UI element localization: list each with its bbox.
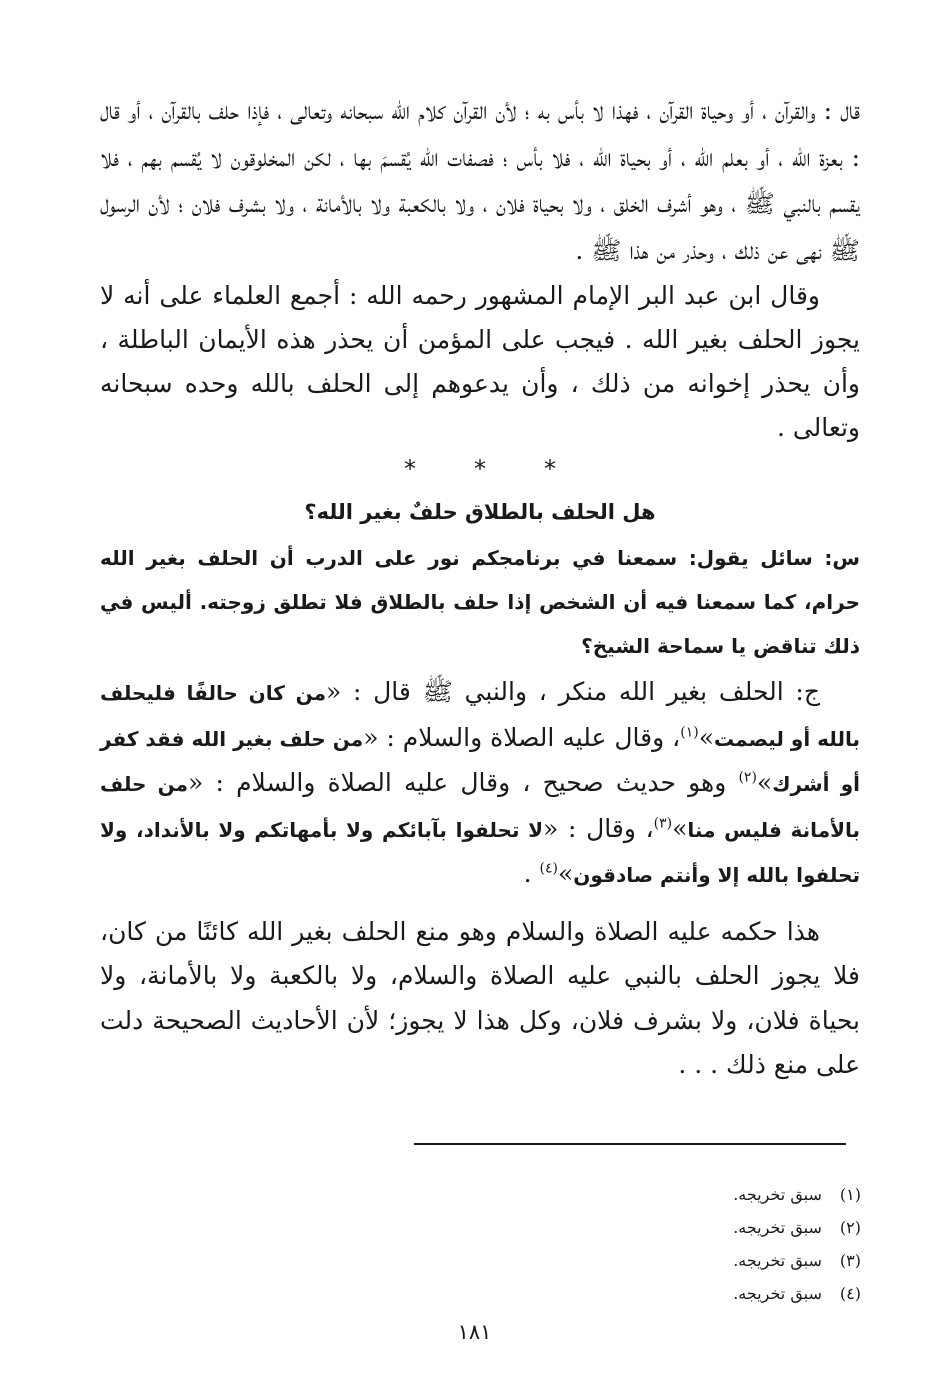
footnote-number: (٢) <box>839 1218 861 1237</box>
quote-close: » <box>557 859 574 888</box>
answer-connector: ، وقال عليه الصلاة والسلام : « <box>363 722 681 752</box>
quote-close: » <box>698 722 714 752</box>
footnote-ref: (٤) <box>539 860 558 877</box>
page-body <box>100 88 860 1113</box>
hadith-quote: لا تحلفوا بآبائكم ولا بأمهاتكم ولا بالأنداد، ولا تحلفوا بالله إلا وأنتم صادقون <box>100 817 860 887</box>
page-number: ١٨١ <box>457 1320 492 1344</box>
hadith-quote: من حلف بغير الله فقد كفر أو أشرك <box>100 726 861 796</box>
footnote-ref: (٣) <box>653 815 673 832</box>
answer-connector: ، وقال : « <box>543 813 654 843</box>
footnote-item <box>561 1277 861 1310</box>
footnote-ref: (٢) <box>738 769 757 786</box>
hadith-quote: من حلف بالأمانة فليس منا <box>100 772 860 842</box>
answer-end: . <box>523 859 540 888</box>
footnote-text: سبق تخريجه. <box>733 1284 822 1303</box>
footnote-number: (١) <box>839 1185 861 1204</box>
quote-close: » <box>756 768 773 797</box>
footnotes <box>561 1178 861 1310</box>
separator-star: * <box>544 455 556 483</box>
closing-paragraph: هذا حكمه عليه الصلاة والسلام وهو منع الحلف بغير الله كائنًا من كان، فلا يجوز الحلف بالنبي عليه الصلاة والسلام، ولا بالكعبة ولا بالأمانة، ولا بحياة فلان، ولا بشرف فلان، وكل هذا لا يجوز؛ لأن الأحاديث الصحيحة دلت على منع ذلك . . . <box>100 916 860 1079</box>
footnote-item <box>561 1244 861 1277</box>
footnote-text: سبق تخريجه. <box>733 1218 822 1237</box>
hadith-quote: من كان حالفًا فليحلف بالله أو ليصمت <box>100 681 860 751</box>
paragraph-2: وقال ابن عبد البر الإمام المشهور رحمه الله : أجمع العلماء على أنه لا يجوز الحلف بغير الله . فيجب على المؤمن أن يحذر هذه الأيمان الباطلة ، وأن يحذر إخوانه من ذلك ، وأن يدعوهم إلى الحلف بالله وحده سبحانه وتعالى . <box>100 281 860 442</box>
footnote-ref: (١) <box>680 724 699 741</box>
footnote-number: (٣) <box>839 1251 861 1270</box>
footnote-number: (٤) <box>839 1284 861 1303</box>
question-text: س: سائل يقول: سمعنا في برنامجكم نور على الدرب أن الحلف بغير الله حرام، كما سمعنا فيه أن الشخص إذا حلف بالطلاق فلا تطلق زوجته. أليس في ذلك تناقض يا سماحة الشيخ؟ <box>100 546 860 658</box>
separator-star: * <box>404 455 416 483</box>
section-separator <box>100 454 860 484</box>
answer-intro: ج: الحلف بغير الله منكر ، والنبي ﷺ قال : « <box>325 677 820 706</box>
footnote-item <box>561 1178 861 1211</box>
footnote-item <box>561 1211 861 1244</box>
answer-connector: وهو حديث صحيح ، وقال عليه الصلاة والسلام : « <box>187 768 739 797</box>
footnote-text: سبق تخريجه. <box>733 1251 822 1270</box>
separator-star: * <box>474 455 486 483</box>
section-heading: هل الحلف بالطلاق حلفٌ بغير الله؟ <box>304 500 656 524</box>
answer-text <box>100 670 860 898</box>
quote-close: » <box>672 813 688 843</box>
footnote-divider <box>414 1143 846 1145</box>
paragraph-1: قال : والقرآن ، أو وحياة القرآن ، فهذا لا بأس به ؛ لأن القرآن كلام الله سبحانه وتعالى ، فإذا حلف بالقرآن ، أو قال : بعزة الله ، أو بعلم الله ، أو بحياة الله ، فلا بأس ؛ فصفات الله يُقسمَ بها ، لكن المخلوقون لا يُقسم بهم ، فلا يقسم بالنبي ﷺ ، وهو أشرف الخلق ، ولا بحياة فلان ، ولا بالكعبة ولا بالأمانة ، ولا بشرف فلان ؛ لأن الرسول ﷺ نهى عن ذلك ، وحذر من هذا ﷺ . <box>100 96 860 265</box>
footnote-text: سبق تخريجه. <box>733 1185 822 1204</box>
